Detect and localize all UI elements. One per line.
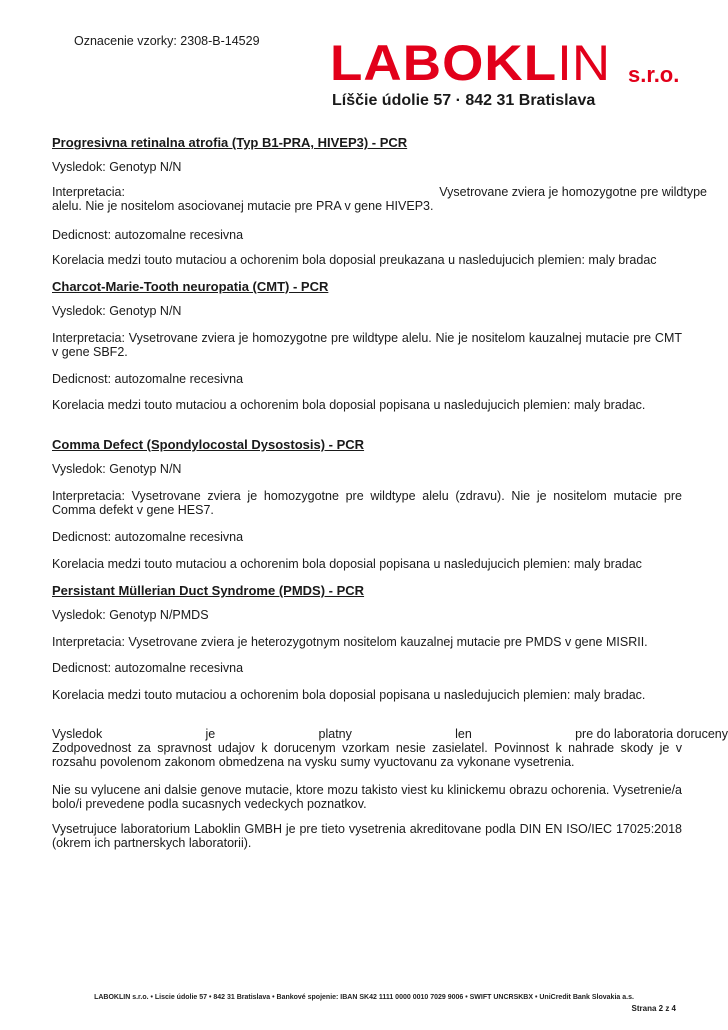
validity-word: Vysledok — [52, 727, 103, 741]
result-pmds: Vysledok: Genotyp N/PMDS — [52, 608, 209, 622]
interpretation-comma: Interpretacia: Vysetrovane zviera je homozygotne pre wildtype alelu (zdravu). Nie je nositelom mutacie pre Comma defekt v gene HES7. — [52, 489, 682, 517]
logo-address: Líščie údolie 57 · 842 31 Bratislava — [332, 92, 596, 109]
inheritance-pmds: Dedicnost: autozomalne recesivna — [52, 661, 244, 675]
section-title-pmds: Persistant Müllerian Duct Syndrome (PMDS) - PCR — [52, 583, 365, 598]
interpretation-text: Vysetrovane zviera je homozygotne pre wildtype — [439, 185, 707, 199]
validity-note: Zodpovednost za spravnost udajov k dorucenym vzorkam nesie zasielatel. Povinnost k nahrade skody je v rozsahu povolenom zakonom obmedzena na vysku sumy vyuctovanu za vykonane vysetrenia. — [52, 741, 682, 769]
interpretation-pra — [52, 185, 712, 213]
correlation-comma: Korelacia medzi touto mutaciou a ochorenim bola doposial popisana u nasledujucich plemien: maly bradac — [52, 557, 642, 571]
result-pra: Vysledok: Genotyp N/N — [52, 160, 182, 174]
inheritance-cmt: Dedicnost: autozomalne recesivna — [52, 372, 244, 386]
page-number: Strana 2 z 4 — [631, 1004, 676, 1013]
laboklin-logo — [330, 35, 680, 109]
sample-id: Oznacenie vzorky: 2308-B-14529 — [74, 34, 260, 48]
interpretation-label: Interpretacia: — [52, 185, 125, 199]
correlation-pra: Korelacia medzi touto mutaciou a ochorenim bola doposial preukazana u nasledujucich plemien: maly bradac — [52, 253, 657, 267]
interpretation-cmt: Interpretacia: Vysetrovane zviera je homozygotne pre wildtype alelu. Nie je nositelom kauzalnej mutacie pre CMT v gene SBF2. — [52, 331, 682, 359]
validity-word: je — [205, 727, 216, 741]
section-title-cmt: Charcot-Marie-Tooth neuropatia (CMT) - PCR — [52, 279, 329, 294]
validity-word: len — [455, 727, 472, 741]
inheritance-comma: Dedicnost: autozomalne recesivna — [52, 530, 244, 544]
accreditation-note: Vysetrujuce laboratorium Laboklin GMBH je pre tieto vysetrenia akreditovane podla DIN EN ISO/IEC 17025:2018 (okrem ich partnerskych laboratorii). — [52, 822, 682, 850]
inheritance-pra: Dedicnost: autozomalne recesivna — [52, 228, 244, 242]
section-title-comma: Comma Defect (Spondylocostal Dysostosis) - PCR — [52, 437, 365, 452]
other-mutations-note: Nie su vylucene ani dalsie genove mutacie, ktore mozu takisto viest ku klinickemu obrazu ochorenia. Vysetrenie/a bolo/i prevedene podla sucasnych vedeckych poznatkov. — [52, 783, 682, 811]
footer-company-info: LABOKLIN s.r.o. • Liscie údolie 57 • 842 31 Bratislava • Bankové spojenie: IBAN SK42 1111 0000 0010 7029 9006 • SWIFT UNCRSKBX • UniCredit Bank Slovakia a.s. — [94, 994, 634, 1001]
logo-suffix: s.r.o. — [628, 62, 680, 87]
correlation-pmds: Korelacia medzi touto mutaciou a ochorenim bola doposial popisana u nasledujucich plemien: maly bradac. — [52, 688, 646, 702]
interpretation-text-line2: alelu. Nie je nositelom asociovanej mutacie pre PRA v gene HIVEP3. — [52, 199, 434, 213]
interpretation-pmds: Interpretacia: Vysetrovane zviera je heterozygotnym nositelom kauzalnej mutacie pre PMDS v gene MISRII. — [52, 635, 648, 649]
validity-word: platny — [318, 727, 352, 741]
validity-first-line — [52, 727, 728, 741]
correlation-cmt: Korelacia medzi touto mutaciou a ochorenim bola doposial popisana u nasledujucich plemien: maly bradac. — [52, 398, 646, 412]
result-comma: Vysledok: Genotyp N/N — [52, 462, 182, 476]
logo-wordmark: LABOKLIN — [330, 35, 611, 91]
result-cmt: Vysledok: Genotyp N/N — [52, 304, 182, 318]
validity-word: pre do laboratoria doruceny — [575, 727, 728, 741]
section-title-pra: Progresivna retinalna atrofia (Typ B1-PRA, HIVEP3) - PCR — [52, 135, 408, 150]
